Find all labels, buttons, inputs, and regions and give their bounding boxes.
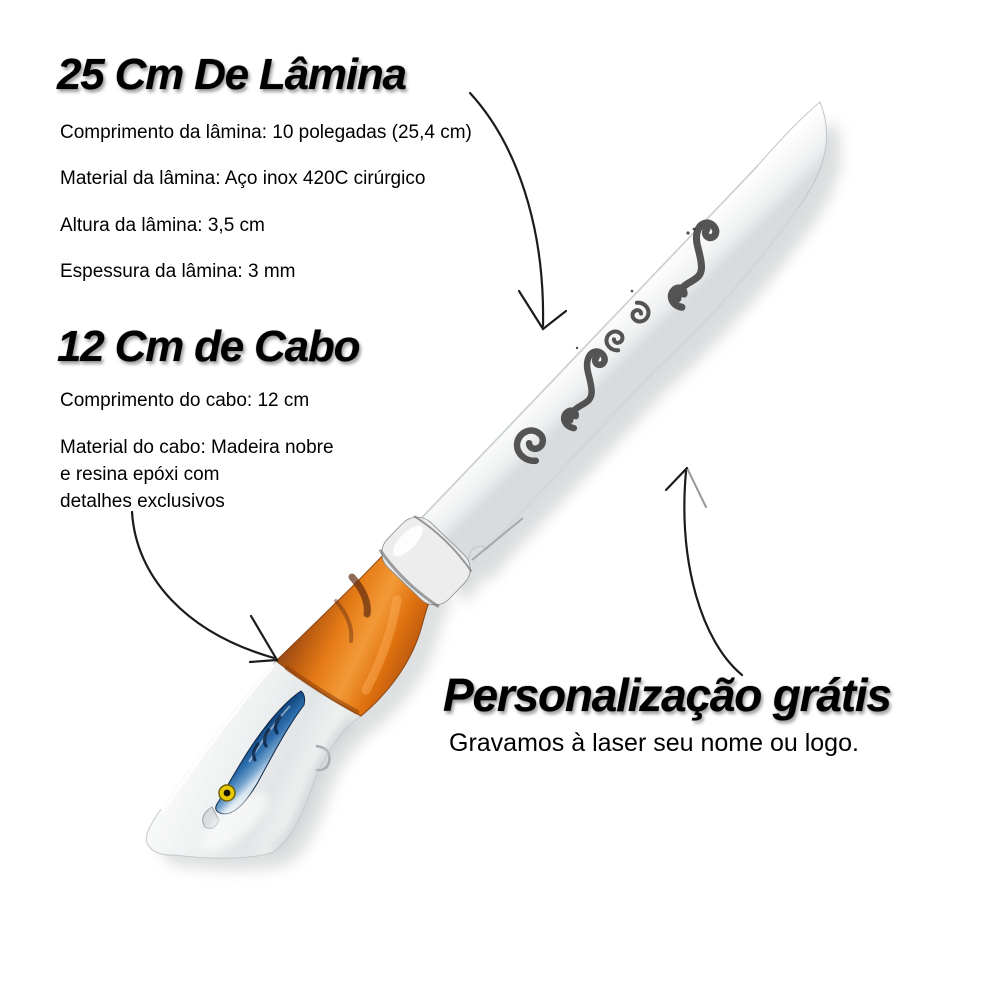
handle-spec-material-line3: detalhes exclusivos xyxy=(60,491,225,512)
blade-spec-thickness: Espessura da lâmina: 3 mm xyxy=(60,261,296,282)
blade-arrow-icon xyxy=(470,93,566,329)
blade-spec-height: Altura da lâmina: 3,5 cm xyxy=(60,215,265,236)
handle-arrow-icon xyxy=(132,512,277,662)
knife-blade xyxy=(401,102,827,592)
blade-section-title: 25 Cm De Lâmina xyxy=(57,50,406,99)
handle-spec-material-line2: e resina epóxi com xyxy=(60,464,220,485)
handle-spec-material-line1: Material do cabo: Madeira nobre xyxy=(60,437,334,458)
blade-spec-material: Material da lâmina: Aço inox 420C cirúrgico xyxy=(60,168,426,189)
personalization-arrow-icon xyxy=(666,468,742,675)
personalization-title: Personalização grátis xyxy=(443,669,891,721)
blade-spec-length: Comprimento da lâmina: 10 polegadas (25,4 cm) xyxy=(60,122,472,143)
fish-lure-pupil xyxy=(224,790,231,797)
handle-spec-length: Comprimento do cabo: 12 cm xyxy=(60,390,310,411)
personalization-subtitle: Gravamos à laser seu nome ou logo. xyxy=(449,729,859,757)
handle-spec-material xyxy=(60,434,334,515)
handle-section-title: 12 Cm de Cabo xyxy=(57,322,360,371)
